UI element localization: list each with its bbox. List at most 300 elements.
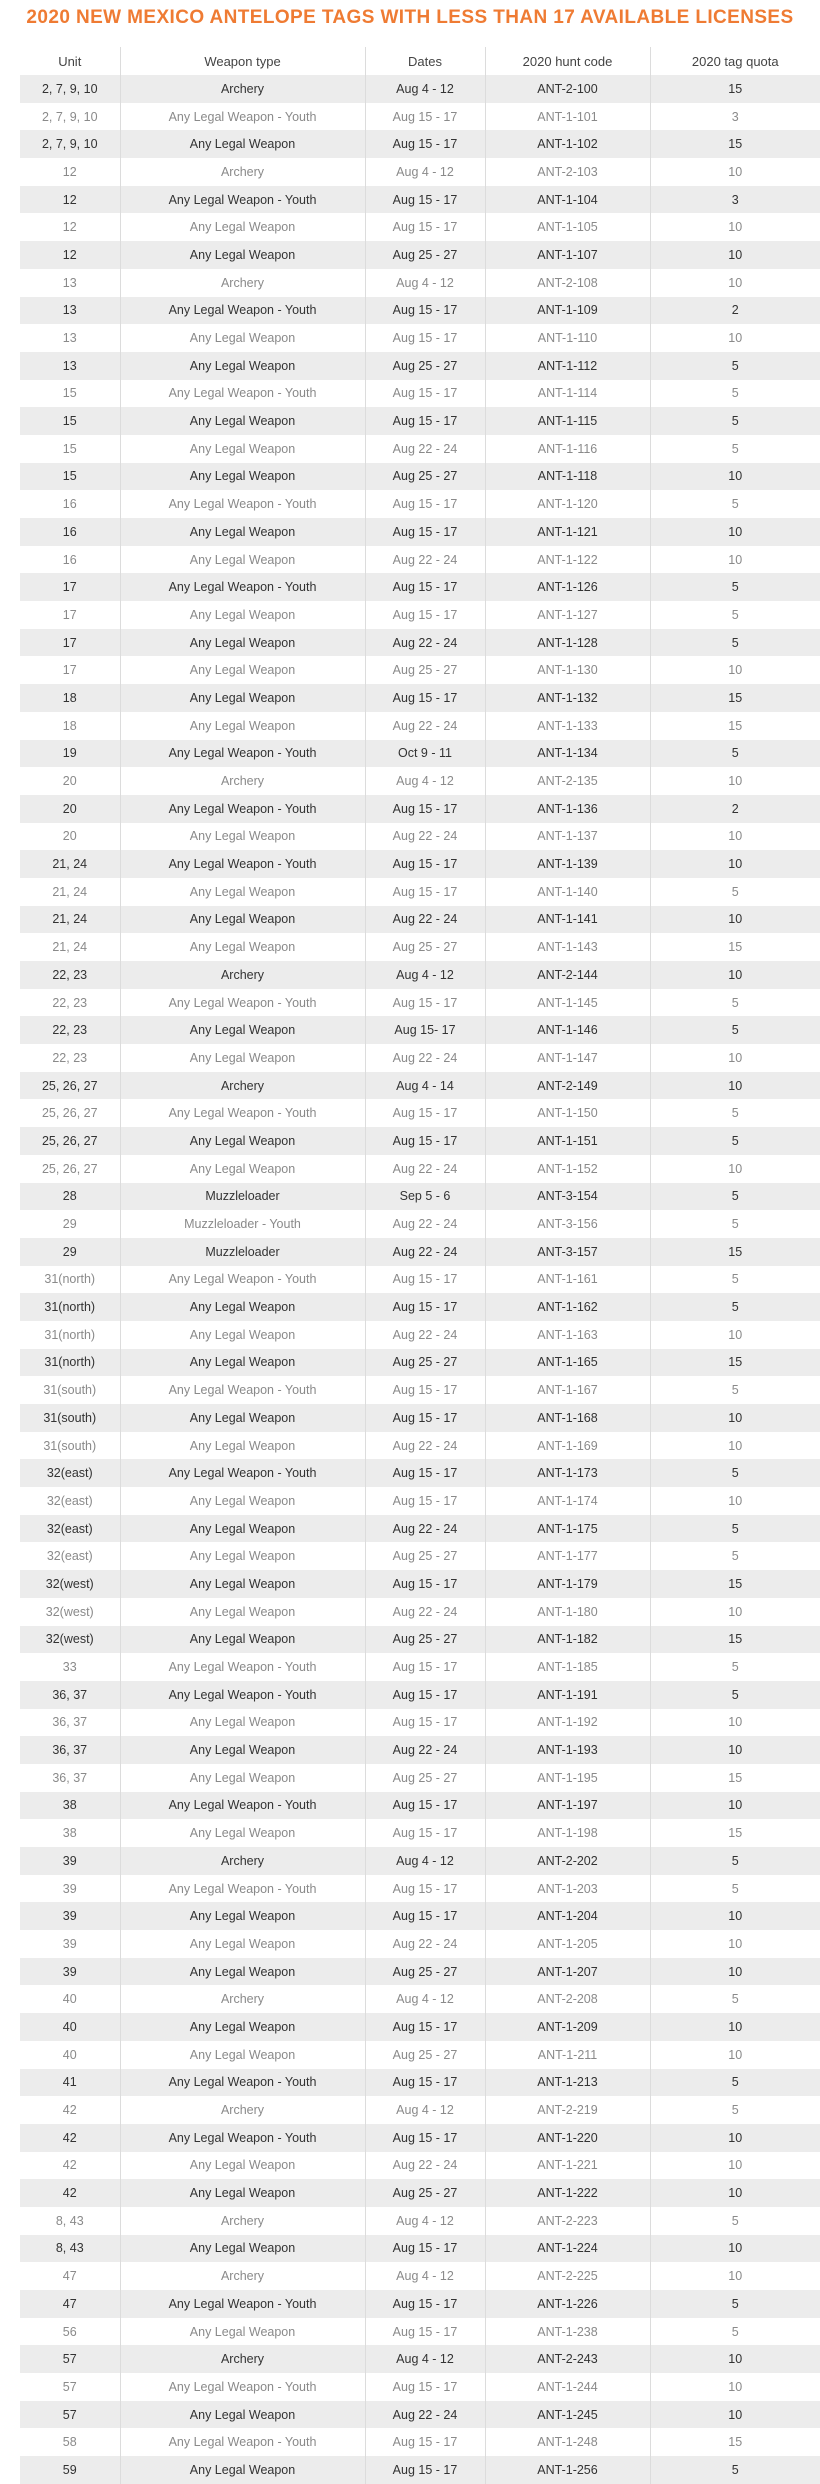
cell-dates: Aug 22 - 24 [365,2152,485,2180]
cell-hunt-code: ANT-1-256 [485,2456,650,2484]
table-row [20,1293,820,1321]
cell-weapon-type: Any Legal Weapon - Youth [120,2069,365,2097]
header-tag-quota: 2020 tag quota [691,53,779,69]
table-row [20,1819,820,1847]
cell-weapon-type: Any Legal Weapon - Youth [120,1875,365,1903]
cell-hunt-code: ANT-1-226 [485,2290,650,2318]
cell-weapon-type: Any Legal Weapon [120,1487,365,1515]
cell-dates: Aug 15 - 17 [365,1902,485,1930]
cell-hunt-code: ANT-1-182 [485,1626,650,1654]
cell-hunt-code: ANT-1-122 [485,546,650,574]
cell-dates: Aug 15- 17 [365,1016,485,1044]
table-row [20,2013,820,2041]
cell-weapon-type: Any Legal Weapon [120,906,365,934]
cell-unit: 56 [20,2318,120,2346]
cell-unit: 25, 26, 27 [20,1155,120,1183]
table-row [20,684,820,712]
cell-dates: Aug 15 - 17 [365,103,485,131]
table-row [20,1376,820,1404]
table-row [20,961,820,989]
table-row [20,1626,820,1654]
cell-hunt-code: ANT-1-102 [485,130,650,158]
cell-dates: Aug 15 - 17 [365,878,485,906]
header-weapon-type: Weapon type [120,47,365,75]
cell-tag-quota: 10 [650,1598,820,1626]
cell-dates: Aug 4 - 12 [365,961,485,989]
cell-dates: Aug 15 - 17 [365,2428,485,2456]
cell-dates: Aug 22 - 24 [365,1155,485,1183]
cell-weapon-type: Archery [120,961,365,989]
cell-hunt-code: ANT-1-197 [485,1792,650,1820]
cell-dates: Aug 15 - 17 [365,1404,485,1432]
cell-weapon-type: Any Legal Weapon [120,546,365,574]
table-row [20,1764,820,1792]
cell-dates: Aug 22 - 24 [365,1598,485,1626]
cell-unit: 39 [20,1875,120,1903]
cell-unit: 15 [20,407,120,435]
cell-weapon-type: Archery [120,2096,365,2124]
cell-hunt-code: ANT-1-179 [485,1570,650,1598]
table-row [20,1210,820,1238]
cell-hunt-code: ANT-1-107 [485,241,650,269]
cell-hunt-code: ANT-1-205 [485,1930,650,1958]
cell-weapon-type: Any Legal Weapon [120,213,365,241]
cell-weapon-type: Archery [120,75,365,103]
cell-weapon-type: Archery [120,1072,365,1100]
cell-unit: 12 [20,241,120,269]
cell-weapon-type: Any Legal Weapon - Youth [120,1792,365,1820]
cell-hunt-code: ANT-1-152 [485,1155,650,1183]
cell-hunt-code: ANT-1-121 [485,518,650,546]
cell-dates: Aug 4 - 12 [365,2207,485,2235]
cell-dates: Aug 15 - 17 [365,1875,485,1903]
table-row [20,1570,820,1598]
cell-unit: 42 [20,2179,120,2207]
cell-weapon-type: Any Legal Weapon [120,1570,365,1598]
cell-unit: 42 [20,2124,120,2152]
cell-hunt-code: ANT-2-202 [485,1847,650,1875]
cell-dates: Aug 15 - 17 [365,601,485,629]
cell-weapon-type: Any Legal Weapon [120,1432,365,1460]
cell-unit: 58 [20,2428,120,2456]
cell-tag-quota: 10 [650,213,820,241]
cell-dates: Aug 25 - 27 [365,656,485,684]
cell-unit: 36, 37 [20,1764,120,1792]
table-row [20,1404,820,1432]
cell-hunt-code: ANT-1-185 [485,1653,650,1681]
table-row [20,1072,820,1100]
cell-hunt-code: ANT-1-145 [485,989,650,1017]
table-row [20,823,820,851]
cell-hunt-code: ANT-1-112 [485,352,650,380]
cell-unit: 39 [20,1958,120,1986]
cell-tag-quota: 5 [650,1210,820,1238]
cell-dates: Aug 22 - 24 [365,2401,485,2429]
cell-dates: Aug 15 - 17 [365,1099,485,1127]
cell-weapon-type: Any Legal Weapon [120,1349,365,1377]
cell-unit: 32(east) [20,1542,120,1570]
cell-tag-quota: 15 [650,712,820,740]
cell-hunt-code: ANT-2-100 [485,75,650,103]
cell-unit: 17 [20,573,120,601]
cell-hunt-code: ANT-3-156 [485,1210,650,1238]
table-row [20,158,820,186]
cell-unit: 32(east) [20,1459,120,1487]
cell-tag-quota: 5 [650,352,820,380]
cell-hunt-code: ANT-1-213 [485,2069,650,2097]
cell-hunt-code: ANT-1-244 [485,2373,650,2401]
cell-dates: Aug 22 - 24 [365,1736,485,1764]
cell-unit: 31(south) [20,1404,120,1432]
cell-weapon-type: Any Legal Weapon - Youth [120,2428,365,2456]
cell-hunt-code: ANT-2-219 [485,2096,650,2124]
cell-weapon-type: Any Legal Weapon [120,2041,365,2069]
cell-tag-quota: 10 [650,1792,820,1820]
table-row [20,2318,820,2346]
cell-hunt-code: ANT-2-144 [485,961,650,989]
cell-hunt-code: ANT-1-161 [485,1266,650,1294]
cell-tag-quota: 3 [650,186,820,214]
cell-unit: 21, 24 [20,933,120,961]
cell-weapon-type: Any Legal Weapon [120,1321,365,1349]
cell-weapon-type: Any Legal Weapon [120,823,365,851]
cell-hunt-code: ANT-1-222 [485,2179,650,2207]
cell-tag-quota: 10 [650,546,820,574]
cell-dates: Aug 22 - 24 [365,1432,485,1460]
cell-hunt-code: ANT-1-109 [485,297,650,325]
cell-weapon-type: Any Legal Weapon [120,712,365,740]
cell-weapon-type: Any Legal Weapon [120,1044,365,1072]
cell-hunt-code: ANT-1-211 [485,2041,650,2069]
cell-weapon-type: Any Legal Weapon [120,1902,365,1930]
cell-tag-quota: 5 [650,878,820,906]
table-row [20,1653,820,1681]
cell-unit: 29 [20,1210,120,1238]
cell-dates: Aug 15 - 17 [365,2290,485,2318]
table-row [20,1099,820,1127]
cell-dates: Aug 15 - 17 [365,1266,485,1294]
table-row [20,1349,820,1377]
table-row [20,1321,820,1349]
cell-dates: Aug 22 - 24 [365,1321,485,1349]
table-row [20,2124,820,2152]
cell-tag-quota: 10 [650,2235,820,2263]
cell-weapon-type: Any Legal Weapon [120,130,365,158]
cell-tag-quota: 10 [650,850,820,878]
cell-weapon-type: Any Legal Weapon - Youth [120,1681,365,1709]
cell-dates: Aug 22 - 24 [365,435,485,463]
cell-hunt-code: ANT-2-223 [485,2207,650,2235]
cell-dates: Sep 5 - 6 [365,1183,485,1211]
cell-unit: 12 [20,158,120,186]
cell-dates: Aug 15 - 17 [365,1570,485,1598]
cell-tag-quota: 5 [650,1875,820,1903]
cell-dates: Aug 15 - 17 [365,2124,485,2152]
cell-dates: Aug 15 - 17 [365,407,485,435]
cell-dates: Aug 4 - 12 [365,75,485,103]
cell-weapon-type: Any Legal Weapon [120,463,365,491]
cell-weapon-type: Any Legal Weapon - Youth [120,850,365,878]
cell-weapon-type: Archery [120,2262,365,2290]
cell-tag-quota: 10 [650,1930,820,1958]
cell-dates: Aug 25 - 27 [365,1764,485,1792]
cell-unit: 32(east) [20,1515,120,1543]
cell-tag-quota: 5 [650,2290,820,2318]
cell-unit: 36, 37 [20,1681,120,1709]
cell-unit: 13 [20,297,120,325]
cell-hunt-code: ANT-1-118 [485,463,650,491]
cell-hunt-code: ANT-1-169 [485,1432,650,1460]
cell-unit: 28 [20,1183,120,1211]
cell-weapon-type: Any Legal Weapon [120,656,365,684]
table-row [20,2401,820,2429]
antelope-tags-table [20,47,820,2484]
cell-tag-quota: 10 [650,656,820,684]
cell-tag-quota: 15 [650,130,820,158]
cell-unit: 25, 26, 27 [20,1072,120,1100]
cell-tag-quota: 5 [650,601,820,629]
cell-unit: 8, 43 [20,2235,120,2263]
cell-tag-quota: 10 [650,1736,820,1764]
table-row [20,2373,820,2401]
cell-dates: Aug 4 - 12 [365,158,485,186]
cell-weapon-type: Any Legal Weapon - Youth [120,490,365,518]
cell-weapon-type: Any Legal Weapon - Youth [120,989,365,1017]
cell-unit: 21, 24 [20,850,120,878]
cell-unit: 19 [20,740,120,768]
table-row [20,656,820,684]
table-row [20,1792,820,1820]
cell-tag-quota: 10 [650,2152,820,2180]
cell-dates: Aug 15 - 17 [365,380,485,408]
cell-tag-quota: 5 [650,407,820,435]
cell-unit: 18 [20,684,120,712]
table-row [20,2235,820,2263]
cell-dates: Aug 4 - 12 [365,2345,485,2373]
cell-unit: 17 [20,629,120,657]
cell-dates: Aug 15 - 17 [365,1792,485,1820]
cell-unit: 38 [20,1792,120,1820]
cell-unit: 57 [20,2345,120,2373]
cell-weapon-type: Archery [120,2345,365,2373]
table-row [20,490,820,518]
cell-weapon-type: Any Legal Weapon - Youth [120,186,365,214]
cell-hunt-code: ANT-1-136 [485,795,650,823]
cell-unit: 47 [20,2262,120,2290]
table-row [20,2207,820,2235]
cell-weapon-type: Any Legal Weapon [120,352,365,380]
cell-tag-quota: 15 [650,1626,820,1654]
table-row [20,241,820,269]
table-row [20,75,820,103]
cell-unit: 25, 26, 27 [20,1127,120,1155]
cell-tag-quota: 2 [650,297,820,325]
table-row [20,2152,820,2180]
cell-weapon-type: Any Legal Weapon [120,407,365,435]
cell-dates: Aug 25 - 27 [365,241,485,269]
cell-unit: 16 [20,490,120,518]
cell-dates: Aug 25 - 27 [365,1542,485,1570]
cell-hunt-code: ANT-1-150 [485,1099,650,1127]
cell-hunt-code: ANT-1-101 [485,103,650,131]
cell-hunt-code: ANT-1-209 [485,2013,650,2041]
cell-dates: Aug 25 - 27 [365,1626,485,1654]
table-row [20,186,820,214]
cell-tag-quota: 10 [650,823,820,851]
cell-unit: 2, 7, 9, 10 [20,130,120,158]
cell-tag-quota: 5 [650,573,820,601]
cell-unit: 32(west) [20,1626,120,1654]
table-header [20,47,820,75]
cell-tag-quota: 5 [650,1127,820,1155]
table-row [20,601,820,629]
header-unit: Unit [20,47,120,75]
cell-tag-quota: 3 [650,103,820,131]
cell-tag-quota: 5 [650,1459,820,1487]
cell-tag-quota: 10 [650,1432,820,1460]
cell-unit: 33 [20,1653,120,1681]
cell-unit: 22, 23 [20,989,120,1017]
cell-weapon-type: Any Legal Weapon - Youth [120,740,365,768]
cell-tag-quota: 5 [650,2069,820,2097]
cell-hunt-code: ANT-1-146 [485,1016,650,1044]
cell-dates: Aug 15 - 17 [365,1653,485,1681]
table-row [20,850,820,878]
cell-unit: 32(west) [20,1598,120,1626]
cell-unit: 22, 23 [20,1016,120,1044]
cell-weapon-type: Any Legal Weapon - Youth [120,1099,365,1127]
cell-unit: 12 [20,213,120,241]
cell-unit: 15 [20,380,120,408]
cell-hunt-code: ANT-1-245 [485,2401,650,2429]
cell-weapon-type: Any Legal Weapon [120,1127,365,1155]
cell-weapon-type: Any Legal Weapon [120,878,365,906]
cell-dates: Aug 15 - 17 [365,1709,485,1737]
cell-dates: Aug 22 - 24 [365,1044,485,1072]
cell-tag-quota: 15 [650,933,820,961]
cell-weapon-type: Any Legal Weapon [120,933,365,961]
cell-tag-quota: 5 [650,1099,820,1127]
cell-hunt-code: ANT-1-195 [485,1764,650,1792]
cell-weapon-type: Any Legal Weapon [120,1515,365,1543]
table-row [20,2290,820,2318]
cell-tag-quota: 10 [650,1487,820,1515]
cell-unit: 31(north) [20,1349,120,1377]
cell-tag-quota: 10 [650,269,820,297]
cell-unit: 16 [20,518,120,546]
table-row [20,1515,820,1543]
cell-hunt-code: ANT-2-208 [485,1985,650,2013]
cell-hunt-code: ANT-1-141 [485,906,650,934]
table-row [20,352,820,380]
cell-weapon-type: Any Legal Weapon - Youth [120,380,365,408]
cell-weapon-type: Any Legal Weapon [120,2456,365,2484]
cell-hunt-code: ANT-1-128 [485,629,650,657]
cell-tag-quota: 10 [650,518,820,546]
cell-tag-quota: 2 [650,795,820,823]
table-row [20,435,820,463]
cell-hunt-code: ANT-2-103 [485,158,650,186]
cell-hunt-code: ANT-1-203 [485,1875,650,1903]
cell-dates: Aug 15 - 17 [365,573,485,601]
cell-unit: 42 [20,2152,120,2180]
cell-tag-quota: 5 [650,435,820,463]
cell-dates: Aug 15 - 17 [365,1293,485,1321]
cell-dates: Aug 22 - 24 [365,546,485,574]
cell-hunt-code: ANT-2-108 [485,269,650,297]
cell-unit: 15 [20,435,120,463]
cell-unit: 20 [20,823,120,851]
cell-tag-quota: 5 [650,1266,820,1294]
cell-hunt-code: ANT-1-140 [485,878,650,906]
table-row [20,1847,820,1875]
table-row [20,2428,820,2456]
cell-tag-quota: 10 [650,241,820,269]
cell-tag-quota: 10 [650,1044,820,1072]
cell-unit: 18 [20,712,120,740]
cell-tag-quota: 5 [650,1016,820,1044]
table-row [20,463,820,491]
cell-unit: 31(south) [20,1432,120,1460]
cell-weapon-type: Muzzleloader [120,1183,365,1211]
cell-unit: 17 [20,656,120,684]
table-row [20,269,820,297]
cell-unit: 22, 23 [20,961,120,989]
table-row [20,629,820,657]
cell-hunt-code: ANT-1-126 [485,573,650,601]
cell-tag-quota: 10 [650,2262,820,2290]
cell-weapon-type: Any Legal Weapon [120,1709,365,1737]
cell-weapon-type: Any Legal Weapon [120,2235,365,2263]
cell-weapon-type: Any Legal Weapon [120,1542,365,1570]
table-row [20,1127,820,1155]
table-row [20,2179,820,2207]
cell-unit: 32(west) [20,1570,120,1598]
cell-dates: Aug 15 - 17 [365,1487,485,1515]
cell-dates: Aug 22 - 24 [365,823,485,851]
cell-hunt-code: ANT-1-114 [485,380,650,408]
cell-hunt-code: ANT-1-132 [485,684,650,712]
table-row [20,878,820,906]
cell-weapon-type: Any Legal Weapon [120,435,365,463]
cell-unit: 25, 26, 27 [20,1099,120,1127]
cell-hunt-code: ANT-1-238 [485,2318,650,2346]
cell-tag-quota: 15 [650,2428,820,2456]
cell-unit: 36, 37 [20,1709,120,1737]
cell-unit: 20 [20,795,120,823]
cell-dates: Aug 4 - 12 [365,2096,485,2124]
table-row [20,1736,820,1764]
cell-tag-quota: 5 [650,1515,820,1543]
cell-hunt-code: ANT-1-192 [485,1709,650,1737]
cell-hunt-code: ANT-1-116 [485,435,650,463]
table-row [20,1902,820,1930]
cell-tag-quota: 15 [650,75,820,103]
cell-dates: Aug 15 - 17 [365,297,485,325]
cell-tag-quota: 10 [650,1155,820,1183]
cell-weapon-type: Any Legal Weapon [120,1930,365,1958]
cell-weapon-type: Any Legal Weapon - Youth [120,1266,365,1294]
cell-weapon-type: Any Legal Weapon [120,1155,365,1183]
cell-hunt-code: ANT-1-174 [485,1487,650,1515]
cell-dates: Aug 15 - 17 [365,324,485,352]
cell-dates: Aug 15 - 17 [365,684,485,712]
cell-hunt-code: ANT-1-133 [485,712,650,740]
cell-dates: Aug 4 - 14 [365,1072,485,1100]
cell-unit: 36, 37 [20,1736,120,1764]
cell-unit: 13 [20,352,120,380]
cell-weapon-type: Any Legal Weapon [120,241,365,269]
